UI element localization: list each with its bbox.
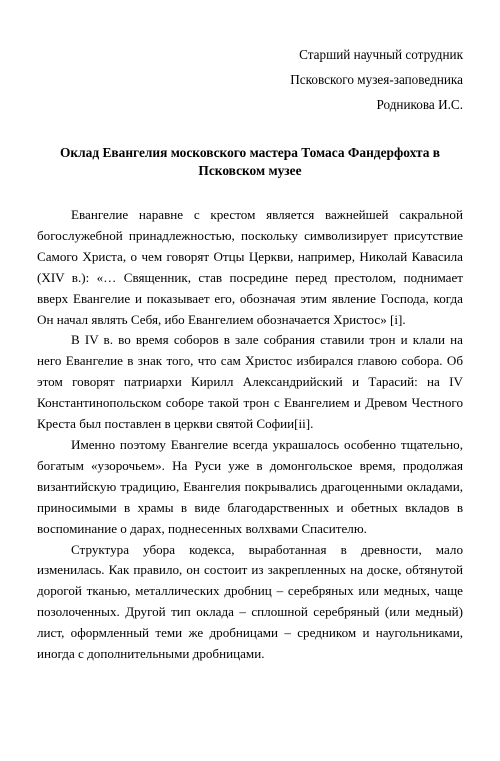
title-line-2: Псковском музее	[198, 162, 302, 178]
author-position: Старший научный сотрудник	[299, 47, 463, 62]
document-title	[37, 144, 463, 179]
paragraph-1: Евангелие наравне с крестом является важнейшей сакральной богослужебной принадлежностью, поскольку символизирует присутствие Самого Христа, о чем говорят Отцы Церкви, например, Николай Кавасила (XIV в.): «… Священник, став посредине перед престолом, поднимает вверх Евангелие и показывает его, обозначая этим явление Господа, когда Он начал являть Себя, ибо Евангелием обозначается Христос» [i].	[37, 207, 463, 327]
author-block	[37, 42, 463, 117]
document-body	[37, 205, 463, 665]
paragraph-4: Структура убора кодекса, выработанная в древности, мало изменилась. Как правило, он состоит из закрепленных на доске, обтянутой дорогой тканью, металлических дробниц – серебряных или медных, чаще позолоченных. Другой тип оклада – сплошной серебряный (или медный) лист, оформленный теми же дробницами – средником и наугольниками, иногда с дополнительными дробницами.	[37, 541, 463, 662]
author-name: Родникова И.С.	[376, 97, 463, 112]
title-line-1: Оклад Евангелия московского мастера Томаса Фандерфохта в	[60, 145, 440, 160]
author-institution: Псковского музея-заповедника	[290, 72, 463, 87]
paragraph-2: В IV в. во время соборов в зале собрания ставили трон и клали на него Евангелие в знак того, что сам Христос избирался главою собора. Об этом говорят патриархи Кирилл Александрийский и Тарасий: на IV Константинопольском соборе такой трон с Евангелием и Древом Честного Креста был поставлен в церкви святой Софии[ii].	[37, 332, 463, 432]
paragraph-3: Именно поэтому Евангелие всегда украшалось особенно тщательно, богатым «узорочьем». На Руси уже в домонгольское время, продолжая византийскую традицию, Евангелия покрывались драгоценными окладами, приносимыми в храмы в виде благодарственных и обетных вкладов в воспоминание о дарах, поднесенных волхвами Спасителю.	[37, 436, 463, 536]
